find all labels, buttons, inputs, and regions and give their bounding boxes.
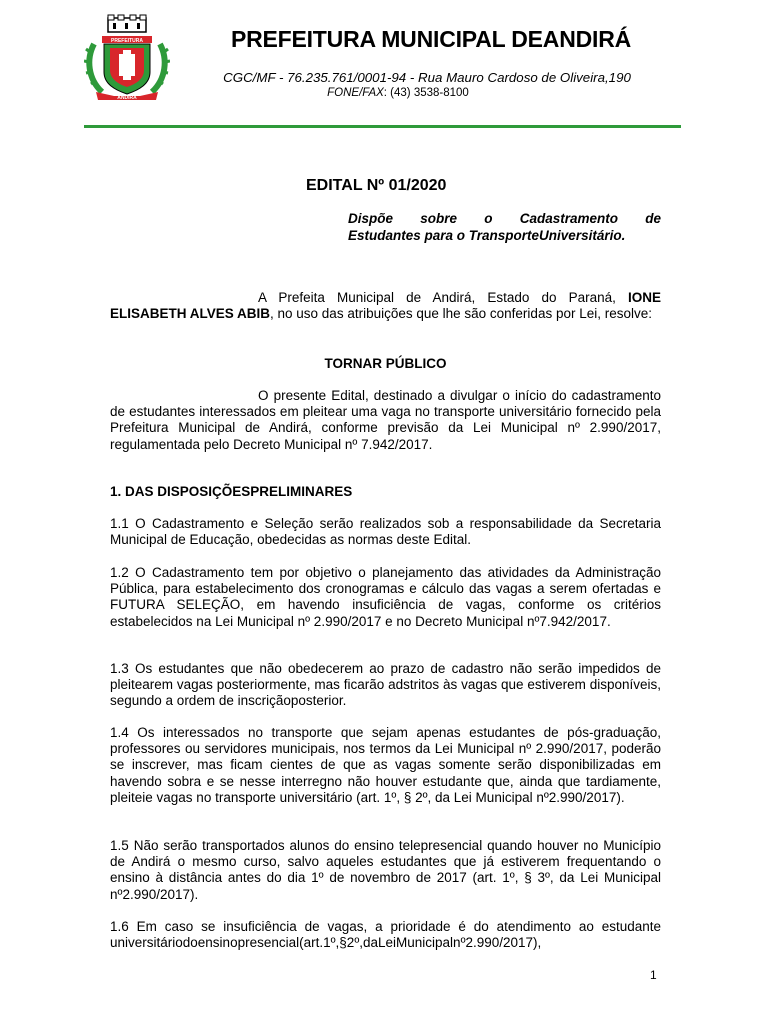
header-title: PREFEITURA MUNICIPAL DEANDIRÁ xyxy=(230,26,632,52)
presente-paragraph: O presente Edital, destinado a divulgar o início do cadastramento de estudantes interessados em pleitear uma vaga no transporte universitário fornecido pela Prefeitura Municipal de Andirá, conforme previsão da Lei Municipal nº 2.990/2017, regulamentada pelo Decreto Municipal nº 7.942/2017. xyxy=(110,388,661,452)
paragraph-1-5: 1.5 Não serão transportados alunos do ensino telepresencial quando houver no Município de Andirá o mesmo curso, salvo aqueles estudantes que já estiverem frequentando o ensino à distância antes do dia 1º de novembro de 2017 (art. 1º, § 3º, da Lei Municipal nº2.990/2017). xyxy=(110,838,661,902)
edital-summary-line2: Estudantes para o TransporteUniversitário. xyxy=(348,228,626,243)
tornar-publico-heading: TORNAR PÚBLICO xyxy=(324,356,447,371)
edital-summary-line1: Dispõe sobre o Cadastramento de xyxy=(348,211,661,226)
section-1-heading: 1. DAS DISPOSIÇÕESPRELIMINARES xyxy=(110,484,353,499)
crest-ribbon-bottom-text: ANDIRÁ xyxy=(117,95,137,101)
paragraph-1-3: 1.3 Os estudantes que não obedecerem ao prazo de cadastro não serão impedidos de pleitearem vagas posteriormente, mas ficarão adstritos às vagas que estiverem disponíveis, segundo a ordem de inscriçãoposterior. xyxy=(110,661,661,709)
page-number: 1 xyxy=(650,968,657,982)
mayor-name: IONE ELISABETH ALVES ABIB xyxy=(110,290,661,322)
intro-pre: A Prefeita Municipal de Andirá, Estado do Paraná, xyxy=(258,290,628,305)
crest-ribbon-top-text: PREFEITURA xyxy=(111,38,143,44)
intro-post: , no uso das atribuições que lhe são conferidas por Lei, resolve: xyxy=(270,306,652,322)
municipal-crest-logo xyxy=(84,14,170,104)
header-divider xyxy=(84,125,681,128)
paragraph-1-6 xyxy=(110,919,661,951)
header-cgc-address: CGC/MF - 76.235.761/0001-94 - Rua Mauro Cardoso de Oliveira,190 xyxy=(223,70,631,85)
paragraph-1-4: 1.4 Os interessados no transporte que sejam apenas estudantes de pós-graduação, professores ou servidores municipais, nos termos da Lei Municipal nº 2.990/2017, poderão se inscrever, mas ficam cientes de que as vagas somente serão disponibilizadas em havendo sobra e se nesse interregno não houver estudante que, ainda que tardiamente, pleiteie vagas no transporte universitário (art. 1º, § 2º, da Lei Municipal nº2.990/2017). xyxy=(110,725,661,805)
paragraph-1-2: 1.2 O Cadastramento tem por objetivo o planejamento das atividades da Administração Pública, para estabelecimento dos cronogramas e cálculo das vagas a serem ofertadas e FUTURA SELEÇÃO, em havendo insuficiência de vagas, conforme os critérios estabelecidos na Lei Municipal nº 2.990/2017 e no Decreto Municipal nº7.942/2017. xyxy=(110,565,661,629)
header-phone xyxy=(196,87,600,99)
phone-label: FONE/FAX xyxy=(327,87,384,99)
paragraph-1-6-line1: 1.6 Em caso se insuficiência de vagas, a prioridade é do atendimento ao estudante xyxy=(110,919,661,934)
paragraph-1-6-line2: universitáriodoensinopresencial(art.1º,§2º,daLeiMunicipalnº2.990/2017), xyxy=(110,935,542,951)
phone-value: : (43) 3538-8100 xyxy=(383,87,469,99)
edital-title: EDITAL Nº 01/2020 xyxy=(306,177,447,194)
intro-paragraph xyxy=(110,290,661,322)
edital-summary xyxy=(348,210,661,244)
paragraph-1-1: 1.1 O Cadastramento e Seleção serão realizados sob a responsabilidade da Secretaria Municipal de Educação, obedecidas as normas deste Edital. xyxy=(110,516,661,548)
